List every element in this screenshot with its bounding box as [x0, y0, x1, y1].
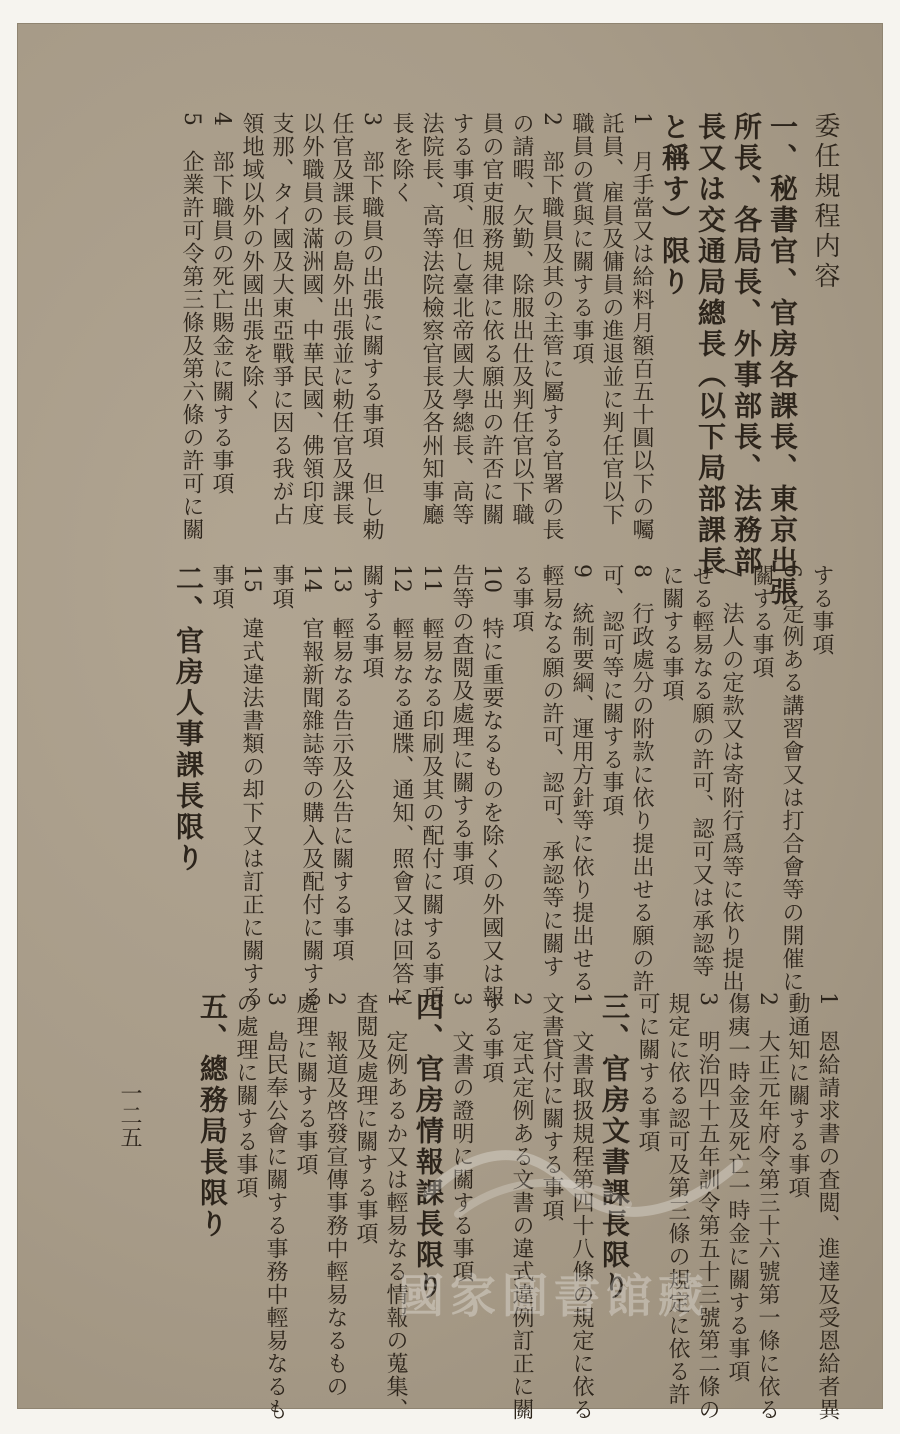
text-line: 事項	[209, 564, 234, 610]
text-line: る事項	[509, 564, 534, 633]
text-line: 6 定例ある講習會又は打合會等の開催に	[779, 564, 804, 993]
watermark-logo-icon	[418, 1124, 748, 1234]
watermark-text: 國家圖書館藏	[398, 1269, 710, 1323]
text-line: 文書貸付に關する事項	[539, 992, 564, 1222]
text-line: 4 部下職員の死亡賜金に關する事項	[209, 112, 234, 495]
text-line: 以外職員の滿洲國、中華民國、佛領印度	[299, 112, 324, 526]
section-1-line: と稱す）限り	[658, 112, 691, 298]
text-line: の請暇、欠勤、除服出仕及判任官以下職	[509, 112, 534, 526]
text-line: 1 月手當又は給料月額百五十圓以下の囑	[629, 112, 654, 541]
text-line: 8 行政處分の附款に依り提出せる願の許	[629, 564, 654, 993]
text-line: 2 部下職員及其の主管に屬する官署の長	[539, 112, 564, 541]
text-line: する事項、但し臺北帝國大學總長、高等	[449, 112, 474, 526]
text-line: 7 法人の定款又は寄附行爲等に依り提出	[719, 564, 744, 993]
text-line: 託員、雇員及傭員の進退並に判任官以下	[599, 112, 624, 526]
text-line: の處理に關する事項	[233, 992, 258, 1199]
text-line: する事項	[809, 564, 834, 656]
text-line: 12 輕易なる通牒、通知、照會又は回答に	[389, 564, 414, 1008]
section-heading: 五、總務局長限り	[196, 992, 229, 1240]
text-line: 傷痍一時金及死亡一時金に關する事項	[725, 992, 750, 1383]
section-1-line: 長又は交通局總長（以下局部課長	[694, 112, 727, 577]
text-line: 2 大正元年府令第三十六號第一條に依る	[755, 992, 780, 1421]
text-line: 13 輕易なる告示及公告に關する事項	[329, 564, 354, 962]
text-line: 5 企業許可令第三條及第六條の許可に關	[179, 112, 204, 541]
section-heading: 四、官房情報課長限り	[412, 992, 445, 1302]
section-1-line: 一、秘書官、官房各課長、東京出張	[766, 112, 799, 608]
text-line: 動通知に關する事項	[785, 992, 810, 1199]
text-line: 15 違式違法書類の却下又は訂正に關する	[239, 564, 264, 1008]
text-line: 職員の賞與に關する事項	[569, 112, 594, 365]
text-line: 1 定例あるか又は輕易なる情報の蒐集、	[383, 992, 408, 1421]
middle-band	[18, 564, 882, 1008]
text-line: 可に關する事項	[635, 992, 660, 1153]
text-line: 規定に依る認可及第三條の規定に依る許	[665, 992, 690, 1406]
text-line: 關する事項	[749, 564, 774, 679]
text-line: 領地域以外の外國出張を除く	[239, 112, 264, 411]
text-line: 2 定式定例ある文書の違式違例訂正に關	[509, 992, 534, 1421]
text-line: に關する事項	[659, 564, 684, 702]
section-heading: 三、官房文書課長限り	[598, 992, 631, 1302]
text-line: する事項	[479, 992, 504, 1084]
page-number: 一二五	[117, 1082, 142, 1148]
text-line: 法院長、高等法院檢察官長及各州知事廳	[419, 112, 444, 526]
text-line: せる輕易なる願の許可、認可又は承認等	[689, 564, 714, 978]
text-line: 長を除く	[389, 112, 414, 204]
section-heading: 二、官房人事課長限り	[172, 564, 205, 874]
text-line: 査閲及處理に關する事項	[353, 992, 378, 1245]
text-line: 3 島民奉公會に關する事務中輕易なるも	[263, 992, 288, 1421]
text-line: 11 輕易なる印刷及其の配付に關する事項	[419, 564, 444, 1008]
text-line: 3 明治四十五年訓令第五十三號第二條の	[695, 992, 720, 1421]
text-line: 3 部下職員の出張に關する事項 但し勅	[359, 112, 384, 541]
text-line: 10 特に重要なるものを除くの外國又は報	[479, 564, 504, 1008]
text-line: 告等の査閲及處理に關する事項	[449, 564, 474, 886]
text-line: 3 文書の證明に關する事項	[449, 992, 474, 1283]
text-line: 可、認可等に關する事項	[599, 564, 624, 817]
text-line: 2 報道及啓發宣傳事務中輕易なるもの	[323, 992, 348, 1398]
section-1-line: 所長、各局長、外事部長、法務部	[730, 112, 763, 577]
text-line: 任官及課長の島外出張並に勅任官及課長	[329, 112, 354, 526]
document-page	[18, 24, 882, 1421]
text-line: 1 文書取扱規程第四十八條の規定に依る	[569, 992, 594, 1421]
text-line: 14 官報新聞雜誌等の購入及配付に關する	[299, 564, 324, 1008]
text-line: 事項	[269, 564, 294, 610]
text-line: 輕易なる願の許可、認可、承認等に關す	[539, 564, 564, 978]
text-line: 處理に關する事項	[293, 992, 318, 1176]
text-line: 員の官吏服務規律に依る願出の許否に關	[479, 112, 504, 526]
text-line: 9 統制要綱、運用方針等に依り提出せる	[569, 564, 594, 993]
text-line: 支那、タイ國及大東亞戰爭に因る我が占	[269, 112, 294, 526]
text-line: 關する事項	[359, 564, 384, 679]
top-band	[18, 112, 882, 608]
document-title: 委任規程内容	[810, 112, 840, 292]
text-line: 1 恩給請求書の査閲、進達及受恩給者異	[815, 992, 840, 1421]
